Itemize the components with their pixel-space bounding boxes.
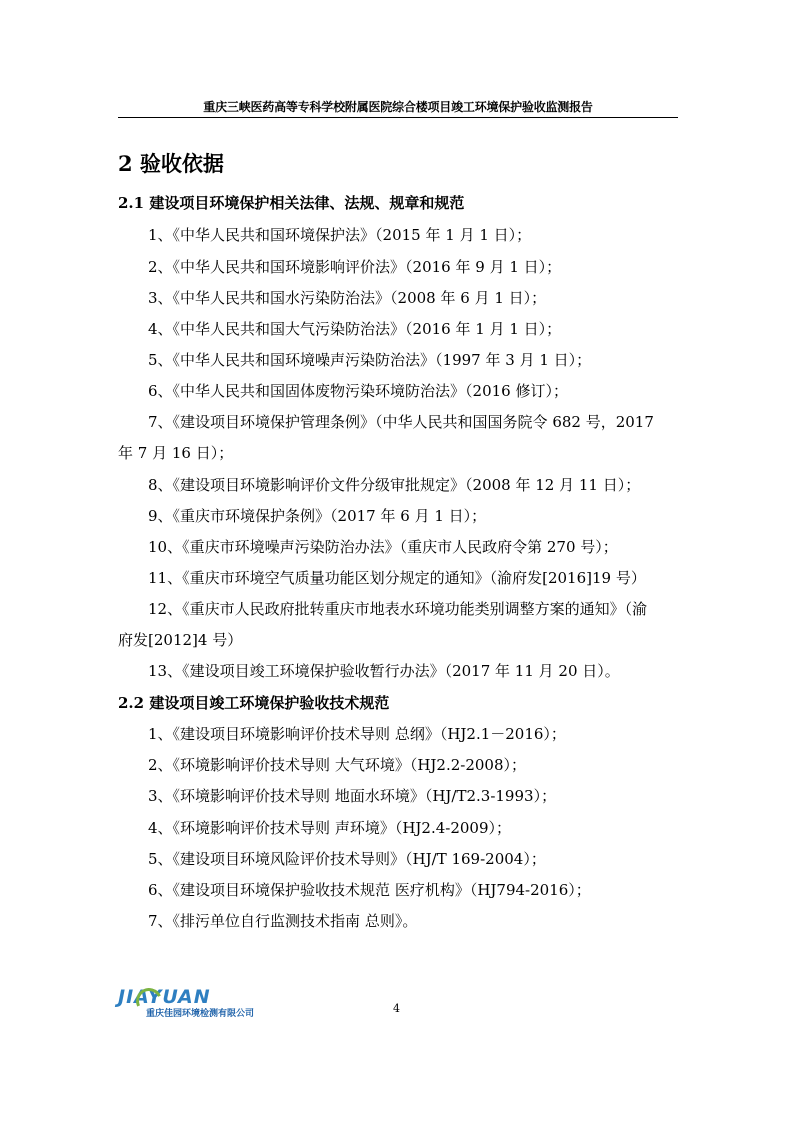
company-name: 重庆佳园环境检测有限公司 [146, 1009, 255, 1019]
list-item: 10、《重庆市环境噪声污染防治办法》（重庆市人民政府令第 270 号）； [148, 538, 618, 556]
company-logo [118, 986, 318, 1020]
chapter-title: 2 验收依据 [118, 151, 224, 176]
list-item: 2、《中华人民共和国环境影响评价法》（2016 年 9 月 1 日）； [148, 258, 562, 276]
list-item: 1、《中华人民共和国环境保护法》（2015 年 1 月 1 日）； [148, 226, 532, 244]
logo-wordmark: JIAYUAN [118, 986, 211, 1008]
list-item: 8、《建设项目环境影响评价文件分级审批规定》（2008 年 12 月 11 日）； [148, 476, 641, 494]
list-item: 1、《建设项目环境影响评价技术导则 总纲》（HJ2.1－2016）； [148, 725, 566, 743]
list-item: 4、《环境影响评价技术导则 声环境》（HJ2.4-2009）； [148, 819, 512, 837]
list-item: 5、《中华人民共和国环境噪声污染防治法》（1997 年 3 月 1 日）； [148, 351, 592, 369]
list-item: 3、《中华人民共和国水污染防治法》（2008 年 6 月 1 日）； [148, 289, 547, 307]
page-number: 4 [393, 1002, 400, 1015]
list-item: 5、《建设项目环境风险评价技术导则》（HJ/T 169-2004）； [148, 850, 546, 868]
list-item: 11、《重庆市环境空气质量功能区划分规定的通知》（渝府发[2016]19 号） [148, 569, 646, 587]
list-item-continuation: 年 7 月 16 日）； [118, 444, 234, 462]
list-item: 6、《建设项目环境保护验收技术规范 医疗机构》（HJ794-2016）； [148, 881, 591, 899]
list-item: 12、《重庆市人民政府批转重庆市地表水环境功能类别调整方案的通知》（渝 [148, 600, 648, 618]
list-item: 7、《建设项目环境保护管理条例》（中华人民共和国国务院令 682 号，2017 [148, 413, 654, 431]
list-item: 13、《建设项目竣工环境保护验收暂行办法》（2017 年 11 月 20 日）。 [148, 662, 620, 680]
list-item-continuation: 府发[2012]4 号） [118, 631, 243, 649]
list-item: 9、《重庆市环境保护条例》（2017 年 6 月 1 日）； [148, 507, 487, 525]
section-title-2-1: 2.1 建设项目环境保护相关法律、法规、规章和规范 [118, 194, 465, 212]
header-rule [118, 117, 678, 118]
list-item: 3、《环境影响评价技术导则 地面水环境》（HJ/T2.3-1993）； [148, 787, 557, 805]
running-header: 重庆三峡医药高等专科学校附属医院综合楼项目竣工环境保护验收监测报告 [203, 100, 593, 114]
list-item: 2、《环境影响评价技术导则 大气环境》（HJ2.2-2008）； [148, 756, 527, 774]
list-item: 7、《排污单位自行监测技术指南 总则》。 [148, 912, 418, 930]
section-title-2-2: 2.2 建设项目竣工环境保护验收技术规范 [118, 694, 390, 712]
list-item: 6、《中华人民共和国固体废物污染环境防治法》（2016 修订）； [148, 382, 568, 400]
list-item: 4、《中华人民共和国大气污染防治法》（2016 年 1 月 1 日）； [148, 320, 562, 338]
